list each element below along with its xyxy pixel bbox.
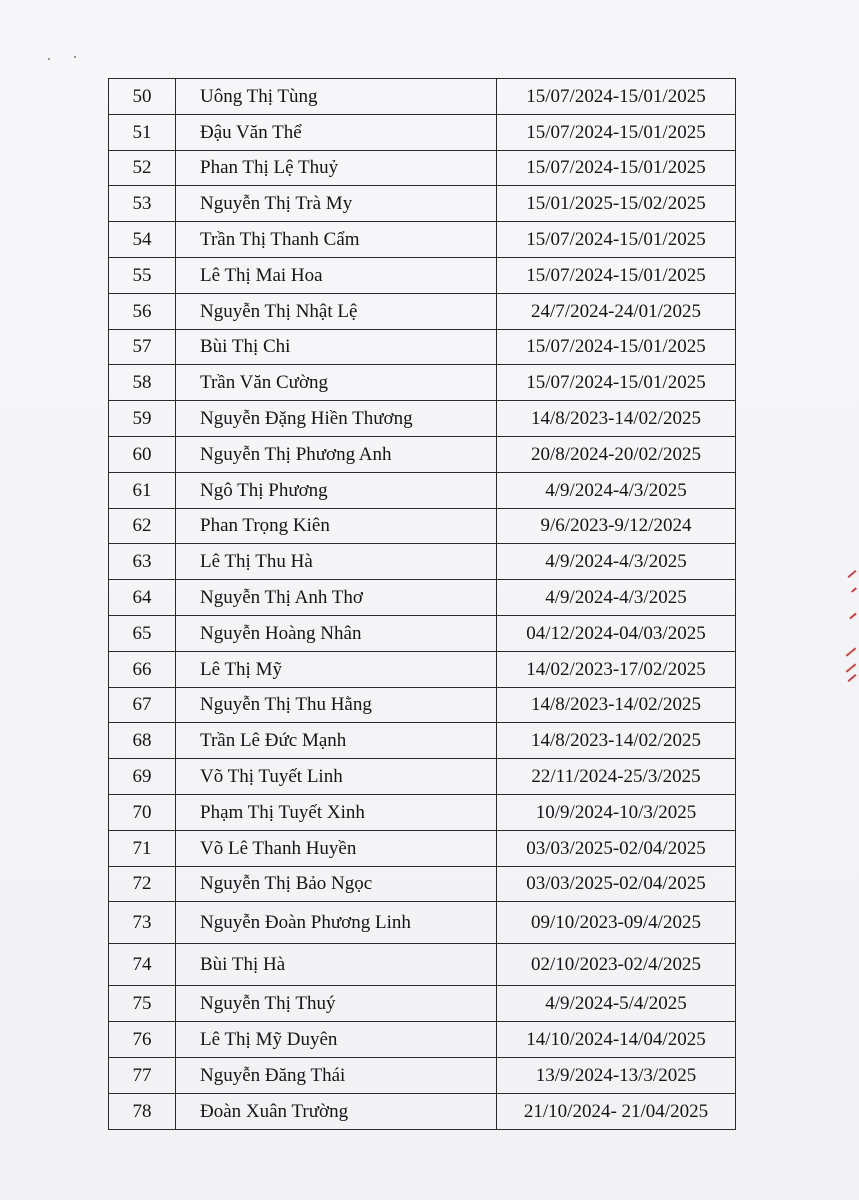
person-name: Đoàn Xuân Trường [176, 1093, 497, 1129]
date-range: 14/02/2023-17/02/2025 [497, 651, 736, 687]
date-range: 14/10/2024-14/04/2025 [497, 1022, 736, 1058]
row-number: 69 [109, 759, 176, 795]
person-name: Nguyễn Thị Anh Thơ [176, 580, 497, 616]
scan-speck [48, 58, 50, 60]
row-number: 76 [109, 1022, 176, 1058]
row-number: 67 [109, 687, 176, 723]
table-row [109, 830, 736, 866]
row-number: 74 [109, 944, 176, 986]
person-name: Bùi Thị Hà [176, 944, 497, 986]
date-range: 4/9/2024-4/3/2025 [497, 544, 736, 580]
row-number: 63 [109, 544, 176, 580]
date-range: 10/9/2024-10/3/2025 [497, 794, 736, 830]
person-name: Nguyễn Thị Thu Hằng [176, 687, 497, 723]
date-range: 15/07/2024-15/01/2025 [497, 257, 736, 293]
person-name: Trần Lê Đức Mạnh [176, 723, 497, 759]
table-row [109, 365, 736, 401]
person-name: Lê Thị Mai Hoa [176, 257, 497, 293]
row-number: 78 [109, 1093, 176, 1129]
date-range: 14/8/2023-14/02/2025 [497, 723, 736, 759]
table-row [109, 508, 736, 544]
person-name: Ngô Thị Phương [176, 472, 497, 508]
row-number: 51 [109, 114, 176, 150]
date-range: 4/9/2024-5/4/2025 [497, 986, 736, 1022]
table-row [109, 257, 736, 293]
date-range: 22/11/2024-25/3/2025 [497, 759, 736, 795]
person-name: Trần Văn Cường [176, 365, 497, 401]
table-row [109, 944, 736, 986]
table-row [109, 902, 736, 944]
table-row [109, 723, 736, 759]
table-row [109, 186, 736, 222]
row-number: 58 [109, 365, 176, 401]
person-name: Lê Thị Thu Hà [176, 544, 497, 580]
row-number: 53 [109, 186, 176, 222]
date-range: 15/07/2024-15/01/2025 [497, 150, 736, 186]
row-number: 68 [109, 723, 176, 759]
person-name: Trần Thị Thanh Cẩm [176, 222, 497, 258]
person-name: Phan Trọng Kiên [176, 508, 497, 544]
date-range: 13/9/2024-13/3/2025 [497, 1057, 736, 1093]
date-range: 04/12/2024-04/03/2025 [497, 615, 736, 651]
staff-roster-table [108, 78, 736, 1130]
date-range: 4/9/2024-4/3/2025 [497, 580, 736, 616]
date-range: 20/8/2024-20/02/2025 [497, 436, 736, 472]
date-range: 09/10/2023-09/4/2025 [497, 902, 736, 944]
row-number: 62 [109, 508, 176, 544]
date-range: 03/03/2025-02/04/2025 [497, 866, 736, 902]
table-row [109, 436, 736, 472]
table-row [109, 759, 736, 795]
scan-speck [74, 56, 76, 58]
row-number: 50 [109, 79, 176, 115]
person-name: Nguyễn Thị Phương Anh [176, 436, 497, 472]
row-number: 60 [109, 436, 176, 472]
row-number: 52 [109, 150, 176, 186]
date-range: 4/9/2024-4/3/2025 [497, 472, 736, 508]
date-range: 15/07/2024-15/01/2025 [497, 222, 736, 258]
table-row [109, 150, 736, 186]
date-range: 02/10/2023-02/4/2025 [497, 944, 736, 986]
person-name: Võ Lê Thanh Huyền [176, 830, 497, 866]
date-range: 15/01/2025-15/02/2025 [497, 186, 736, 222]
person-name: Nguyễn Đặng Hiền Thương [176, 401, 497, 437]
date-range: 03/03/2025-02/04/2025 [497, 830, 736, 866]
table-row [109, 222, 736, 258]
person-name: Nguyễn Thị Thuý [176, 986, 497, 1022]
table-row [109, 401, 736, 437]
row-number: 71 [109, 830, 176, 866]
person-name: Bùi Thị Chi [176, 329, 497, 365]
table-row [109, 544, 736, 580]
row-number: 73 [109, 902, 176, 944]
date-range: 24/7/2024-24/01/2025 [497, 293, 736, 329]
table-row [109, 114, 736, 150]
roster-body [109, 79, 736, 1130]
table-row [109, 615, 736, 651]
row-number: 66 [109, 651, 176, 687]
table-row [109, 580, 736, 616]
date-range: 15/07/2024-15/01/2025 [497, 79, 736, 115]
table-row [109, 329, 736, 365]
row-number: 77 [109, 1057, 176, 1093]
table-row [109, 1057, 736, 1093]
person-name: Phan Thị Lệ Thuỷ [176, 150, 497, 186]
row-number: 57 [109, 329, 176, 365]
person-name: Nguyễn Đoàn Phương Linh [176, 902, 497, 944]
date-range: 21/10/2024- 21/04/2025 [497, 1093, 736, 1129]
person-name: Lê Thị Mỹ Duyên [176, 1022, 497, 1058]
table-row [109, 794, 736, 830]
person-name: Nguyễn Thị Nhật Lệ [176, 293, 497, 329]
table-row [109, 651, 736, 687]
row-number: 55 [109, 257, 176, 293]
date-range: 14/8/2023-14/02/2025 [497, 401, 736, 437]
date-range: 15/07/2024-15/01/2025 [497, 365, 736, 401]
date-range: 14/8/2023-14/02/2025 [497, 687, 736, 723]
date-range: 9/6/2023-9/12/2024 [497, 508, 736, 544]
row-number: 75 [109, 986, 176, 1022]
row-number: 65 [109, 615, 176, 651]
row-number: 56 [109, 293, 176, 329]
person-name: Đậu Văn Thể [176, 114, 497, 150]
table-row [109, 472, 736, 508]
row-number: 72 [109, 866, 176, 902]
table-row [109, 866, 736, 902]
table-row [109, 1093, 736, 1129]
person-name: Phạm Thị Tuyết Xinh [176, 794, 497, 830]
table-row [109, 293, 736, 329]
row-number: 59 [109, 401, 176, 437]
person-name: Nguyễn Thị Trà My [176, 186, 497, 222]
row-number: 70 [109, 794, 176, 830]
row-number: 54 [109, 222, 176, 258]
person-name: Nguyễn Đăng Thái [176, 1057, 497, 1093]
table-row [109, 687, 736, 723]
date-range: 15/07/2024-15/01/2025 [497, 114, 736, 150]
row-number: 64 [109, 580, 176, 616]
person-name: Uông Thị Tùng [176, 79, 497, 115]
person-name: Võ Thị Tuyết Linh [176, 759, 497, 795]
table-row [109, 1022, 736, 1058]
person-name: Lê Thị Mỹ [176, 651, 497, 687]
person-name: Nguyễn Hoàng Nhân [176, 615, 497, 651]
table-row [109, 986, 736, 1022]
red-stamp-edge [839, 555, 859, 695]
row-number: 61 [109, 472, 176, 508]
table-row [109, 79, 736, 115]
person-name: Nguyễn Thị Bảo Ngọc [176, 866, 497, 902]
date-range: 15/07/2024-15/01/2025 [497, 329, 736, 365]
